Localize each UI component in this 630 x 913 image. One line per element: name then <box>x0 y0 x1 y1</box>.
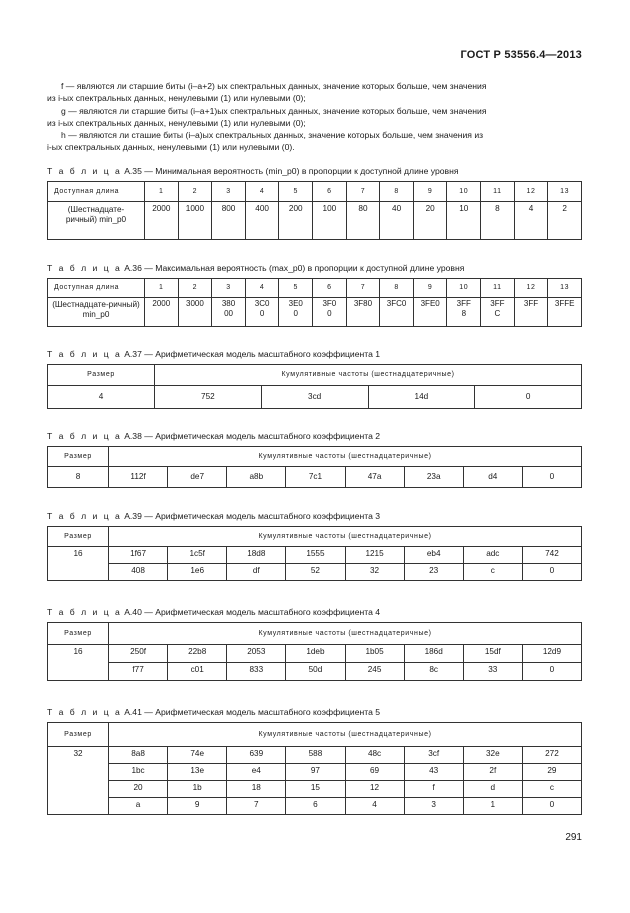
caption-title: — Арифметическая модель масштабного коэффициента 3 <box>144 511 381 521</box>
value-cell: 18 <box>227 781 286 798</box>
column-header: 11 <box>481 279 515 298</box>
size-cell: 8 <box>48 467 109 488</box>
value-cell: 1000 <box>178 202 212 240</box>
intro-f-line2: из i-ых спектральных данных, ненулевыми (1) или нулевыми (0); <box>47 93 306 104</box>
table-a38 <box>47 446 582 488</box>
column-header: 3 <box>212 182 246 202</box>
value-cell: d4 <box>463 467 522 488</box>
value-cell: eb4 <box>404 547 463 564</box>
value-cell: 1215 <box>345 547 404 564</box>
value-cell: 80 <box>346 202 380 240</box>
value-cell: 20 <box>109 781 168 798</box>
value-cell: 1f67 <box>109 547 168 564</box>
value-cell: 1b05 <box>345 645 404 663</box>
frequencies-header: Кумулятивные частоты (шестнадцатеричные) <box>109 527 582 547</box>
value-cell: 1b <box>168 781 227 798</box>
column-header: 8 <box>380 182 414 202</box>
value-cell: 0 <box>522 663 581 681</box>
value-cell: a <box>109 798 168 815</box>
value-cell: 1deb <box>286 645 345 663</box>
value-cell: 43 <box>404 764 463 781</box>
value-cell: 29 <box>522 764 581 781</box>
value-cell: 639 <box>227 747 286 764</box>
value-cell: 1 <box>463 798 522 815</box>
table-a37-section <box>47 349 582 409</box>
column-header: 4 <box>245 279 279 298</box>
value-cell: c <box>522 781 581 798</box>
caption-number: А.36 <box>124 263 142 273</box>
value-cell: 3FF <box>514 298 548 327</box>
size-cell: 16 <box>48 645 109 681</box>
column-header: 8 <box>380 279 414 298</box>
value-cell: c01 <box>168 663 227 681</box>
value-cell: 32 <box>345 564 404 581</box>
table-a37-caption <box>47 349 582 360</box>
size-header: Размер <box>48 723 109 747</box>
intro-h-line2: i-ых спектральных данных, ненулевыми (1) или нулевыми (0). <box>47 142 295 153</box>
value-cell: 0 <box>522 467 581 488</box>
table-a35-caption <box>47 166 582 177</box>
table-a38-caption <box>47 431 582 442</box>
value-cell: 33 <box>463 663 522 681</box>
column-header: 9 <box>413 182 447 202</box>
value-cell: 3FF8 <box>447 298 481 327</box>
column-header: 1 <box>145 279 179 298</box>
intro-text <box>47 80 584 154</box>
value-cell: 8 <box>481 202 515 240</box>
page-header: ГОСТ Р 53556.4—2013 <box>460 49 582 61</box>
value-cell: 3FFE <box>548 298 582 327</box>
column-header: 7 <box>346 279 380 298</box>
table-a40-caption <box>47 607 582 618</box>
table-a36 <box>47 278 582 327</box>
value-cell: 32e <box>463 747 522 764</box>
value-cell: 272 <box>522 747 581 764</box>
value-cell: adc <box>463 547 522 564</box>
value-cell: 23 <box>404 564 463 581</box>
header-label-cell: Доступная длина <box>48 182 145 202</box>
value-cell: 800 <box>212 202 246 240</box>
header-label-cell: Доступная длина <box>48 279 145 298</box>
value-cell: 588 <box>286 747 345 764</box>
caption-title: — Максимальная вероятность (max_p0) в пропорции к доступной длине уровня <box>144 263 465 273</box>
value-cell: 3 <box>404 798 463 815</box>
table-a39 <box>47 526 582 581</box>
value-cell: 3cd <box>261 386 368 409</box>
value-cell: 97 <box>286 764 345 781</box>
column-header: 6 <box>313 279 347 298</box>
value-cell: 245 <box>345 663 404 681</box>
value-cell: 9 <box>168 798 227 815</box>
value-cell: 18d8 <box>227 547 286 564</box>
value-cell: 1bc <box>109 764 168 781</box>
size-cell: 4 <box>48 386 155 409</box>
column-header: 7 <box>346 182 380 202</box>
value-cell: 0 <box>522 564 581 581</box>
table-a36-section <box>47 263 582 327</box>
caption-label: Т а б л и ц а <box>47 349 122 359</box>
value-cell: 13e <box>168 764 227 781</box>
value-cell: 40 <box>380 202 414 240</box>
caption-label: Т а б л и ц а <box>47 511 122 521</box>
value-cell: 186d <box>404 645 463 663</box>
value-cell: 742 <box>522 547 581 564</box>
value-cell: 7c1 <box>286 467 345 488</box>
value-cell: 52 <box>286 564 345 581</box>
value-cell: 6 <box>286 798 345 815</box>
size-header: Размер <box>48 623 109 645</box>
value-cell: a8b <box>227 467 286 488</box>
column-header: 3 <box>212 279 246 298</box>
value-cell: 3FC0 <box>380 298 414 327</box>
column-header: 10 <box>447 182 481 202</box>
value-cell: 8c <box>404 663 463 681</box>
value-cell: 74e <box>168 747 227 764</box>
column-header: 10 <box>447 279 481 298</box>
value-cell: 3F80 <box>346 298 380 327</box>
value-cell: 69 <box>345 764 404 781</box>
caption-title: — Арифметическая модель масштабного коэффициента 1 <box>144 349 381 359</box>
value-cell: 15 <box>286 781 345 798</box>
column-header: 12 <box>514 182 548 202</box>
value-cell: 833 <box>227 663 286 681</box>
table-a38-section <box>47 431 582 488</box>
value-cell: 752 <box>155 386 262 409</box>
size-cell: 16 <box>48 547 109 581</box>
value-cell: 2000 <box>145 202 179 240</box>
intro-g-line2: из i-ых спектральных данных, ненулевыми (1) или нулевыми (0); <box>47 117 306 128</box>
value-cell: 48c <box>345 747 404 764</box>
caption-label: Т а б л и ц а <box>47 707 122 717</box>
value-cell: 1e6 <box>168 564 227 581</box>
column-header: 4 <box>245 182 279 202</box>
column-header: 13 <box>548 279 582 298</box>
value-cell: d <box>463 781 522 798</box>
value-cell: 408 <box>109 564 168 581</box>
page-number: 291 <box>565 832 582 843</box>
value-cell: 15df <box>463 645 522 663</box>
value-cell: 2f <box>463 764 522 781</box>
column-header: 12 <box>514 279 548 298</box>
frequencies-header: Кумулятивные частоты (шестнадцатеричные) <box>109 623 582 645</box>
value-cell: 47a <box>345 467 404 488</box>
table-a40 <box>47 622 582 681</box>
value-cell: 23a <box>404 467 463 488</box>
value-cell: df <box>227 564 286 581</box>
value-cell: f77 <box>109 663 168 681</box>
value-cell: 200 <box>279 202 313 240</box>
table-a41-section <box>47 707 582 815</box>
column-header: 9 <box>413 279 447 298</box>
value-cell: 4 <box>514 202 548 240</box>
table-a39-caption <box>47 511 582 522</box>
column-header: 2 <box>178 279 212 298</box>
value-cell: 3F00 <box>313 298 347 327</box>
value-cell: 4 <box>345 798 404 815</box>
value-cell: 12d9 <box>522 645 581 663</box>
value-cell: f <box>404 781 463 798</box>
caption-label: Т а б л и ц а <box>47 431 122 441</box>
table-a41 <box>47 722 582 815</box>
caption-number: А.39 <box>124 511 142 521</box>
size-cell: 32 <box>48 747 109 815</box>
caption-title: — Минимальная вероятность (min_p0) в пропорции к доступной длине уровня <box>144 166 459 176</box>
row-label-cell: (Шестнадцате-ричный) min_p0 <box>48 298 145 327</box>
value-cell: 3000 <box>178 298 212 327</box>
table-a40-section <box>47 607 582 681</box>
caption-number: А.40 <box>124 607 142 617</box>
value-cell: de7 <box>168 467 227 488</box>
value-cell: 20 <box>413 202 447 240</box>
table-a35-section <box>47 166 582 240</box>
caption-number: А.37 <box>124 349 142 359</box>
caption-number: А.35 <box>124 166 142 176</box>
table-a39-section <box>47 511 582 581</box>
value-cell: c <box>463 564 522 581</box>
caption-label: Т а б л и ц а <box>47 263 122 273</box>
value-cell: 50d <box>286 663 345 681</box>
value-cell: 250f <box>109 645 168 663</box>
caption-title: — Арифметическая модель масштабного коэффициента 2 <box>144 431 381 441</box>
value-cell: 3E00 <box>279 298 313 327</box>
value-cell: 8a8 <box>109 747 168 764</box>
frequencies-header: Кумулятивные частоты (шестнадцатеричные) <box>109 723 582 747</box>
size-header: Размер <box>48 365 155 386</box>
table-a36-caption <box>47 263 582 274</box>
value-cell: 22b8 <box>168 645 227 663</box>
caption-title: — Арифметическая модель масштабного коэффициента 4 <box>144 607 381 617</box>
value-cell: 7 <box>227 798 286 815</box>
frequencies-header: Кумулятивные частоты (шестнадцатеричные) <box>155 365 582 386</box>
value-cell: 1c5f <box>168 547 227 564</box>
caption-label: Т а б л и ц а <box>47 166 122 176</box>
table-a41-caption <box>47 707 582 718</box>
value-cell: 2000 <box>145 298 179 327</box>
size-header: Размер <box>48 447 109 467</box>
intro-g-line1: g — являются ли старшие биты (i–a+1)ых спектральных данных, значение которых больше, чем значения <box>61 105 487 116</box>
table-a35 <box>47 181 582 240</box>
frequencies-header: Кумулятивные частоты (шестнадцатеричные) <box>109 447 582 467</box>
value-cell: 3FFC <box>481 298 515 327</box>
column-header: 2 <box>178 182 212 202</box>
value-cell: 0 <box>522 798 581 815</box>
column-header: 13 <box>548 182 582 202</box>
row-label-cell: (Шестнадцате-ричный) min_p0 <box>48 202 145 240</box>
caption-title: — Арифметическая модель масштабного коэффициента 5 <box>144 707 381 717</box>
caption-number: А.41 <box>124 707 142 717</box>
value-cell: 400 <box>245 202 279 240</box>
column-header: 6 <box>313 182 347 202</box>
table-a37 <box>47 364 582 409</box>
value-cell: 10 <box>447 202 481 240</box>
caption-number: А.38 <box>124 431 142 441</box>
caption-label: Т а б л и ц а <box>47 607 122 617</box>
value-cell: 112f <box>109 467 168 488</box>
value-cell: 38000 <box>212 298 246 327</box>
column-header: 11 <box>481 182 515 202</box>
value-cell: 1555 <box>286 547 345 564</box>
value-cell: 3cf <box>404 747 463 764</box>
value-cell: 12 <box>345 781 404 798</box>
column-header: 5 <box>279 279 313 298</box>
value-cell: 14d <box>368 386 475 409</box>
value-cell: e4 <box>227 764 286 781</box>
intro-f-line1: f — являются ли старшие биты (i–a+2) ых спектральных данных, значение которых больше, чем значения <box>61 81 487 91</box>
value-cell: 2053 <box>227 645 286 663</box>
column-header: 1 <box>145 182 179 202</box>
value-cell: 3C00 <box>245 298 279 327</box>
intro-h-line1: h — являются ли сташие биты (i–a)ых спектральных данных, значение которых больше, чем значения из <box>61 130 484 141</box>
value-cell: 100 <box>313 202 347 240</box>
value-cell: 0 <box>475 386 582 409</box>
column-header: 5 <box>279 182 313 202</box>
size-header: Размер <box>48 527 109 547</box>
value-cell: 2 <box>548 202 582 240</box>
value-cell: 3FE0 <box>413 298 447 327</box>
